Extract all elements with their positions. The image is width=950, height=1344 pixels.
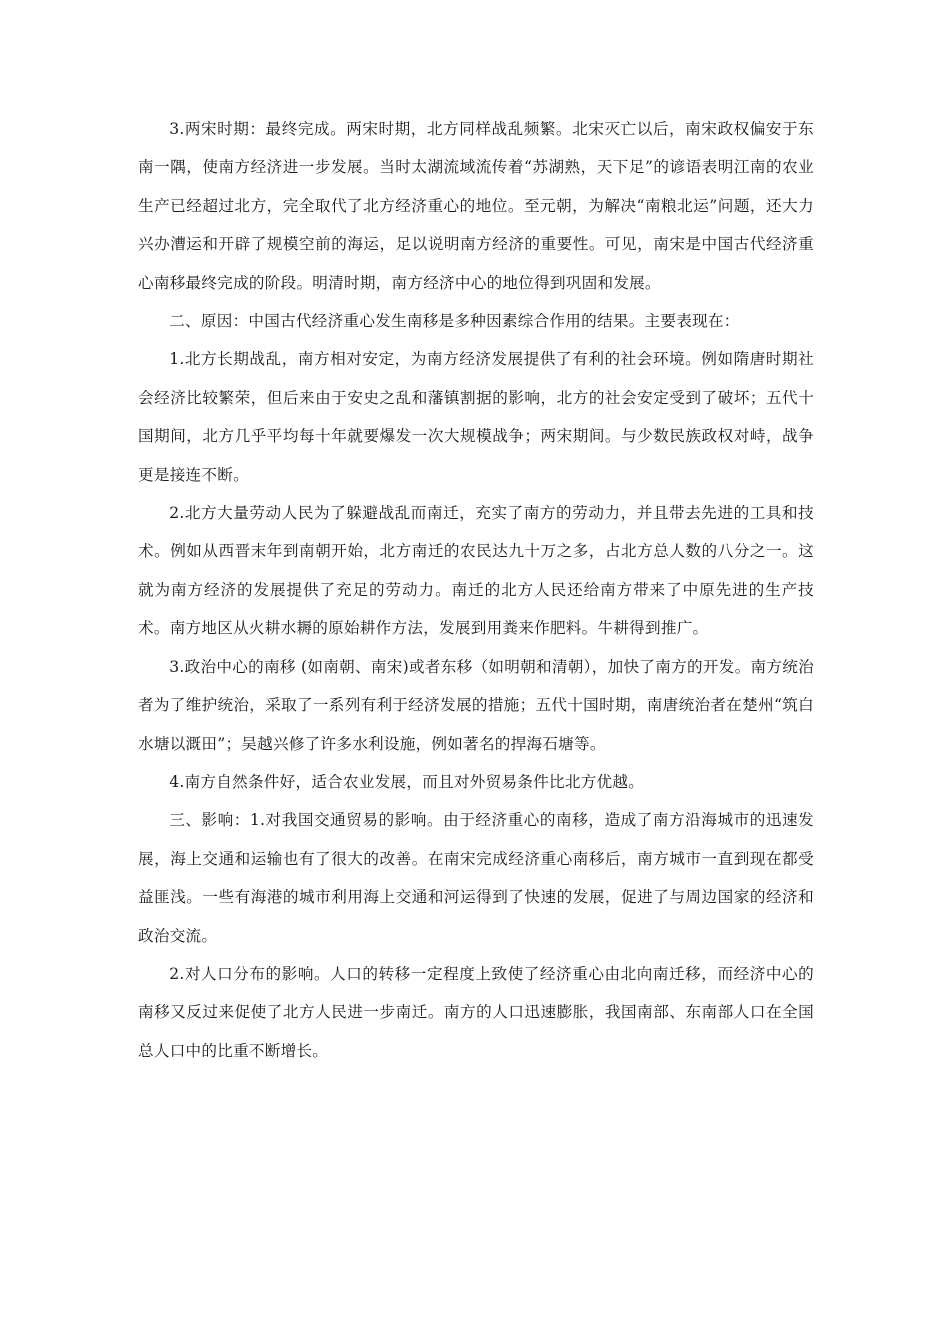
paragraph-cause-migration: 2.北方大量劳动人民为了躲避战乱而南迁，充实了南方的劳动力，并且带去先进的工具和技术。例如从西晋末年到南朝开始，北方南迁的农民达九十万之多，占北方总人数的八分之一。这就为南方经济的发展提供了充足的劳动力。南迁的北方人民还给南方带来了中原先进的生产技术。南方地区从火耕水耨的原始耕作方法，发展到用粪来作肥料。牛耕得到推广。 [138,504,814,638]
paragraph-causes-heading: 二、原因：中国古代经济重心发生南移是多种因素综合作用的结果。主要表现在： [169,312,740,331]
paragraph-song-dynasty-completion: 3.两宋时期：最终完成。两宋时期，北方同样战乱频繁。北宋灭亡以后，南宋政权偏安于东南一隅，使南方经济进一步发展。当时太湖流域流传着“苏湖熟，天下足”的谚语表明江南的农业生产已经超过北方，完全取代了北方经济重心的地位。至元朝，为解决“南粮北运”问题，还大力兴办漕运和开辟了规模空前的海运，足以说明南方经济的重要性。可见，南宋是中国古代经济重心南移最终完成的阶段。明清时期，南方经济中心的地位得到巩固和发展。 [138,120,814,292]
paragraph-impact-population: 2.对人口分布的影响。人口的转移一定程度上致使了经济重心由北向南迁移，而经济中心的南移又反过来促使了北方人民进一步南迁。南方的人口迅速膨胀，我国南部、东南部人口在全国总人口中的比重不断增长。 [138,964,814,1060]
paragraph-cause-war-north: 1.北方长期战乱，南方相对安定，为南方经济发展提供了有利的社会环境。例如隋唐时期社会经济比较繁荣，但后来由于安史之乱和藩镇割据的影响，北方的社会安定受到了破坏；五代十国期间，北方几乎平均每十年就要爆发一次大规模战争；两宋期间。与少数民族政权对峙，战争更是接连不断。 [138,350,814,484]
document-page [138,110,814,1070]
paragraph-cause-natural-conditions: 4.南方自然条件好，适合农业发展，而且对外贸易条件比北方优越。 [169,772,645,791]
paragraph-impact-trade: 三、影响：1.对我国交通贸易的影响。由于经济重心的南移，造成了南方沿海城市的迅速发展，海上交通和运输也有了很大的改善。在南宋完成经济重心南移后，南方城市一直到现在都受益匪浅。一些有海港的城市利用海上交通和河运得到了快速的发展，促进了与周边国家的经济和政治交流。 [138,811,814,945]
paragraph-cause-political-center: 3.政治中心的南移 (如南朝、南宋)或者东移（如明朝和清朝），加快了南方的开发。南方统治者为了维护统治，采取了一系列有利于经济发展的措施；五代十国时期，南唐统治者在楚州“筑白水塘以溉田”；吴越兴修了许多水利设施，例如著名的捍海石塘等。 [138,657,814,753]
